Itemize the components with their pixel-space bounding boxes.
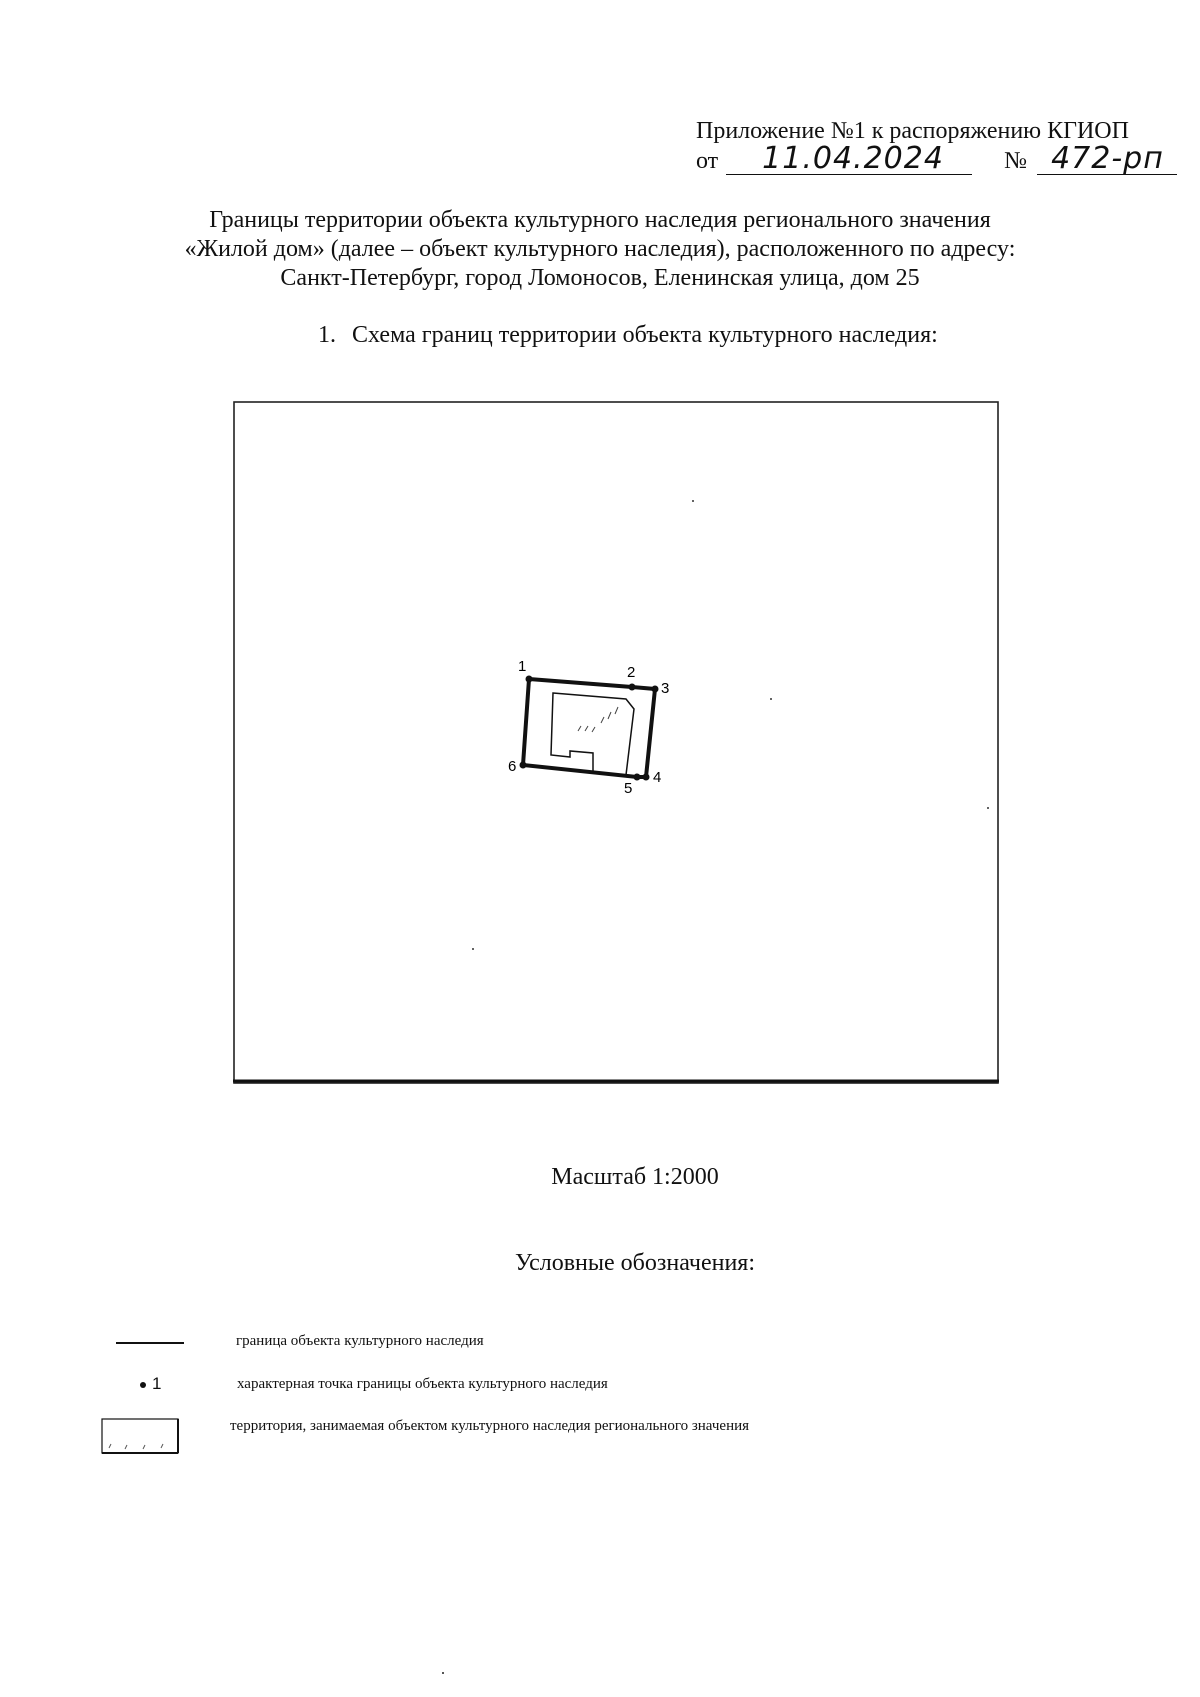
boundary-map <box>233 401 999 1084</box>
legend-title: Условные обозначения: <box>514 1250 756 1276</box>
legend-territory-symbol <box>101 1418 181 1456</box>
map-speck <box>472 948 474 950</box>
map-scale: Масштаб 1:2000 <box>551 1164 719 1190</box>
point-label-1: 1 <box>518 658 527 675</box>
page-speck <box>442 1672 444 1674</box>
map-frame <box>234 402 998 1083</box>
boundary-point-1 <box>526 676 533 683</box>
legend-line-symbol <box>116 1340 186 1346</box>
legend-point-label: 1 <box>152 1374 162 1393</box>
building-hatching <box>578 707 618 732</box>
legend-dot-icon <box>140 1382 146 1388</box>
number-label: № <box>1004 148 1028 174</box>
point-label-5: 5 <box>624 780 633 797</box>
point-label-3: 3 <box>661 680 670 697</box>
order-reference <box>696 141 1177 176</box>
legend-item-territory: территория, занимаемая объектом культурного наследия регионального значения <box>230 1418 750 1434</box>
date-prefix-label: от <box>696 148 719 174</box>
boundary-point-5 <box>634 774 641 781</box>
document-title <box>0 206 1200 293</box>
section-number: 1. <box>318 322 336 348</box>
appendix-header: Приложение №1 к распоряжению КГИОП <box>696 118 1129 144</box>
boundary-point-6 <box>520 762 527 769</box>
boundary-point-2 <box>629 684 636 691</box>
title-line-1: Границы территории объекта культурного наследия регионального значения <box>209 207 991 233</box>
point-label-6: 6 <box>508 758 517 775</box>
order-number: 472-рп <box>1037 144 1177 175</box>
section-heading <box>318 322 938 349</box>
heritage-boundary <box>523 679 655 777</box>
title-line-2: «Жилой дом» (далее – объект культурного наследия), расположенного по адресу: <box>184 236 1016 262</box>
point-label-2: 2 <box>627 664 636 681</box>
point-label-4: 4 <box>653 769 662 786</box>
boundary-point-4 <box>643 774 650 781</box>
map-speck <box>770 698 772 700</box>
boundary-point-3 <box>652 686 659 693</box>
title-line-3: Санкт-Петербург, город Ломоносов, Еленинская улица, дом 25 <box>280 265 920 291</box>
legend-item-point: характерная точка границы объекта культурного наследия <box>237 1376 608 1392</box>
legend-item-boundary: граница объекта культурного наследия <box>236 1333 484 1349</box>
section-heading-text: Схема границ территории объекта культурного наследия: <box>352 322 938 348</box>
building-footprint <box>551 693 634 775</box>
map-speck <box>692 500 694 502</box>
map-speck <box>987 807 989 809</box>
legend-point-symbol <box>140 1374 161 1394</box>
order-date: 11.04.2024 <box>726 144 972 175</box>
